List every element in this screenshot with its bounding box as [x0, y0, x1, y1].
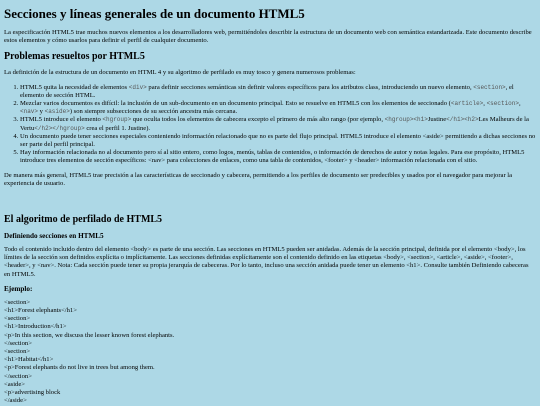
code-line: <p>advertising block [4, 389, 61, 397]
algorithm-subheading: Definiendo secciones en HTML5 [4, 232, 104, 241]
item-text: Mezclar varios documentos es difícil: la inclusión de un sub-documento en un documento principal. Esto se resuelve en HTML5 con los elementos de seccionado ( [20, 100, 451, 108]
code-inline: <section> [473, 83, 506, 91]
section-spacer [4, 194, 536, 214]
code-line: <h1>Forest elephants</h1> [4, 307, 77, 315]
code-inline: <nav> [20, 108, 39, 116]
code-inline: <article> [450, 100, 484, 108]
code-line: <section> [4, 348, 31, 356]
problems-heading: Problemas resueltos por HTML5 [4, 51, 145, 63]
code-line: <section> [4, 298, 31, 306]
item-text: ) son siempre subsecciones de su sección ancestra más cercana. [69, 108, 238, 116]
code-line: </aside> [4, 397, 27, 405]
algorithm-body: Todo el contenido incluido dentro del elemento <body> es parte de una sección. Las secciones en HTML5 pueden ser anidadas. Además de la sección principal, definida por el elemento <body>, los límites de la sección son definidos explícita o implícitamente. Las secciones definidas explícitamente son el contenido definido en las etiquetas <body>, <section>, <article>, <aside>, <footer>, <header>, y <nav>. Nota: Cada sección puede tener su propia jerarquía de cabeceras. Por lo tanto, incluso una sección anidada puede tener un elemento <h1>. Consulte también Definiendo cabeceras en HTML5. [4, 246, 529, 278]
code-line: </section> [4, 339, 32, 347]
example-code [4, 299, 536, 406]
code-inline: </h2></hgroup> [34, 124, 85, 132]
problems-lead: La definición de la estructura de un documento en HTML 4 y su algoritmo de perfilado es muy tosco y genera numerosos problemas: [4, 69, 356, 77]
code-line: </section> [4, 372, 32, 380]
code-line: <section> [4, 315, 31, 323]
algorithm-heading: El algoritmo de perfilado de HTML5 [4, 214, 163, 226]
code-inline: </h1><h2> [446, 116, 479, 124]
item-text: que oculta todos los elementos de cabecera excepto el primero de más alto rango (por ejemplo, [131, 116, 385, 124]
problem-item-5: 5. Hay información relacionada no al documento pero sí al sitio entero, como logos, menús, tablas de contenidos, o información de derechos de autor y notas legales. Para ese propósito, HTML5 introduce tres elementos de sección específicos: <nav> para colecciones de enlaces, como una tabla de contenidos, <footer> y <header> información relacionada con el sitio. [20, 149, 536, 165]
code-line: <p>Forest elephants do not live in trees but among them. [4, 364, 155, 372]
problem-item-3 [20, 116, 536, 132]
problems-closing: De manera más general, HTML5 trae precisión a las características de seccionado y cabecera, permitiendo a los perfiles de documento ser predecibles y usados por el navegador para mejorar la experiencia de usuario. [4, 171, 513, 187]
code-inline: <hgroup> [102, 116, 132, 124]
problem-item-2 [20, 100, 536, 116]
item-text: y [38, 108, 45, 116]
page-title: Secciones y líneas generales de un documento HTML5 [4, 6, 305, 21]
problem-item-1 [20, 84, 536, 100]
item-text: HTML5 introduce el elemento [20, 116, 103, 124]
code-line: <h1>Habitat</h1> [4, 356, 54, 364]
code-inline: <div> [128, 83, 147, 91]
code-inline: <section> [486, 100, 519, 108]
item-text: , [518, 100, 521, 108]
code-inline: <aside> [44, 108, 70, 116]
example-label: Ejemplo: [4, 284, 33, 293]
code-line: <aside> [4, 380, 25, 388]
item-text: para definir secciones semánticas sin definir valores específicos para los atributos class, introduciendo un nuevo elemento, [146, 83, 474, 91]
item-text: , [483, 100, 487, 108]
item-text: crea el perfil 1. Justine). [84, 124, 151, 132]
code-inline: <hgroup><h1> [384, 116, 428, 124]
code-line: <p>In this section, we discuss the lesser known forest elephants. [4, 331, 175, 339]
problem-item-4: 4. Un documento puede tener secciones especiales conteniendo información relacionado que no es parte del flujo principal. HTML5 introduce el elemento <aside> permitiendo a dichas secciones no ser parte del perfil principal. [20, 133, 536, 149]
item-text: HTML5 quita la necesidad de elementos [20, 83, 129, 91]
item-text: Les Malheurs de la Vertu [20, 116, 529, 132]
item-text: , el elemento de sección HTML. [20, 83, 514, 99]
intro-paragraph: La especificación HTML5 trae muchos nuevos elementos a los desarrolladores web, permitiéndoles describir la estructura de un documento web con semántica estandarizada. Este documento describe estos elementos y cómo usarlos para definir el perfil de cualquier documento. [4, 29, 532, 45]
item-text: Justine [427, 116, 447, 124]
code-line: <h1>Introduction</h1> [4, 323, 67, 331]
problems-list [4, 84, 536, 166]
